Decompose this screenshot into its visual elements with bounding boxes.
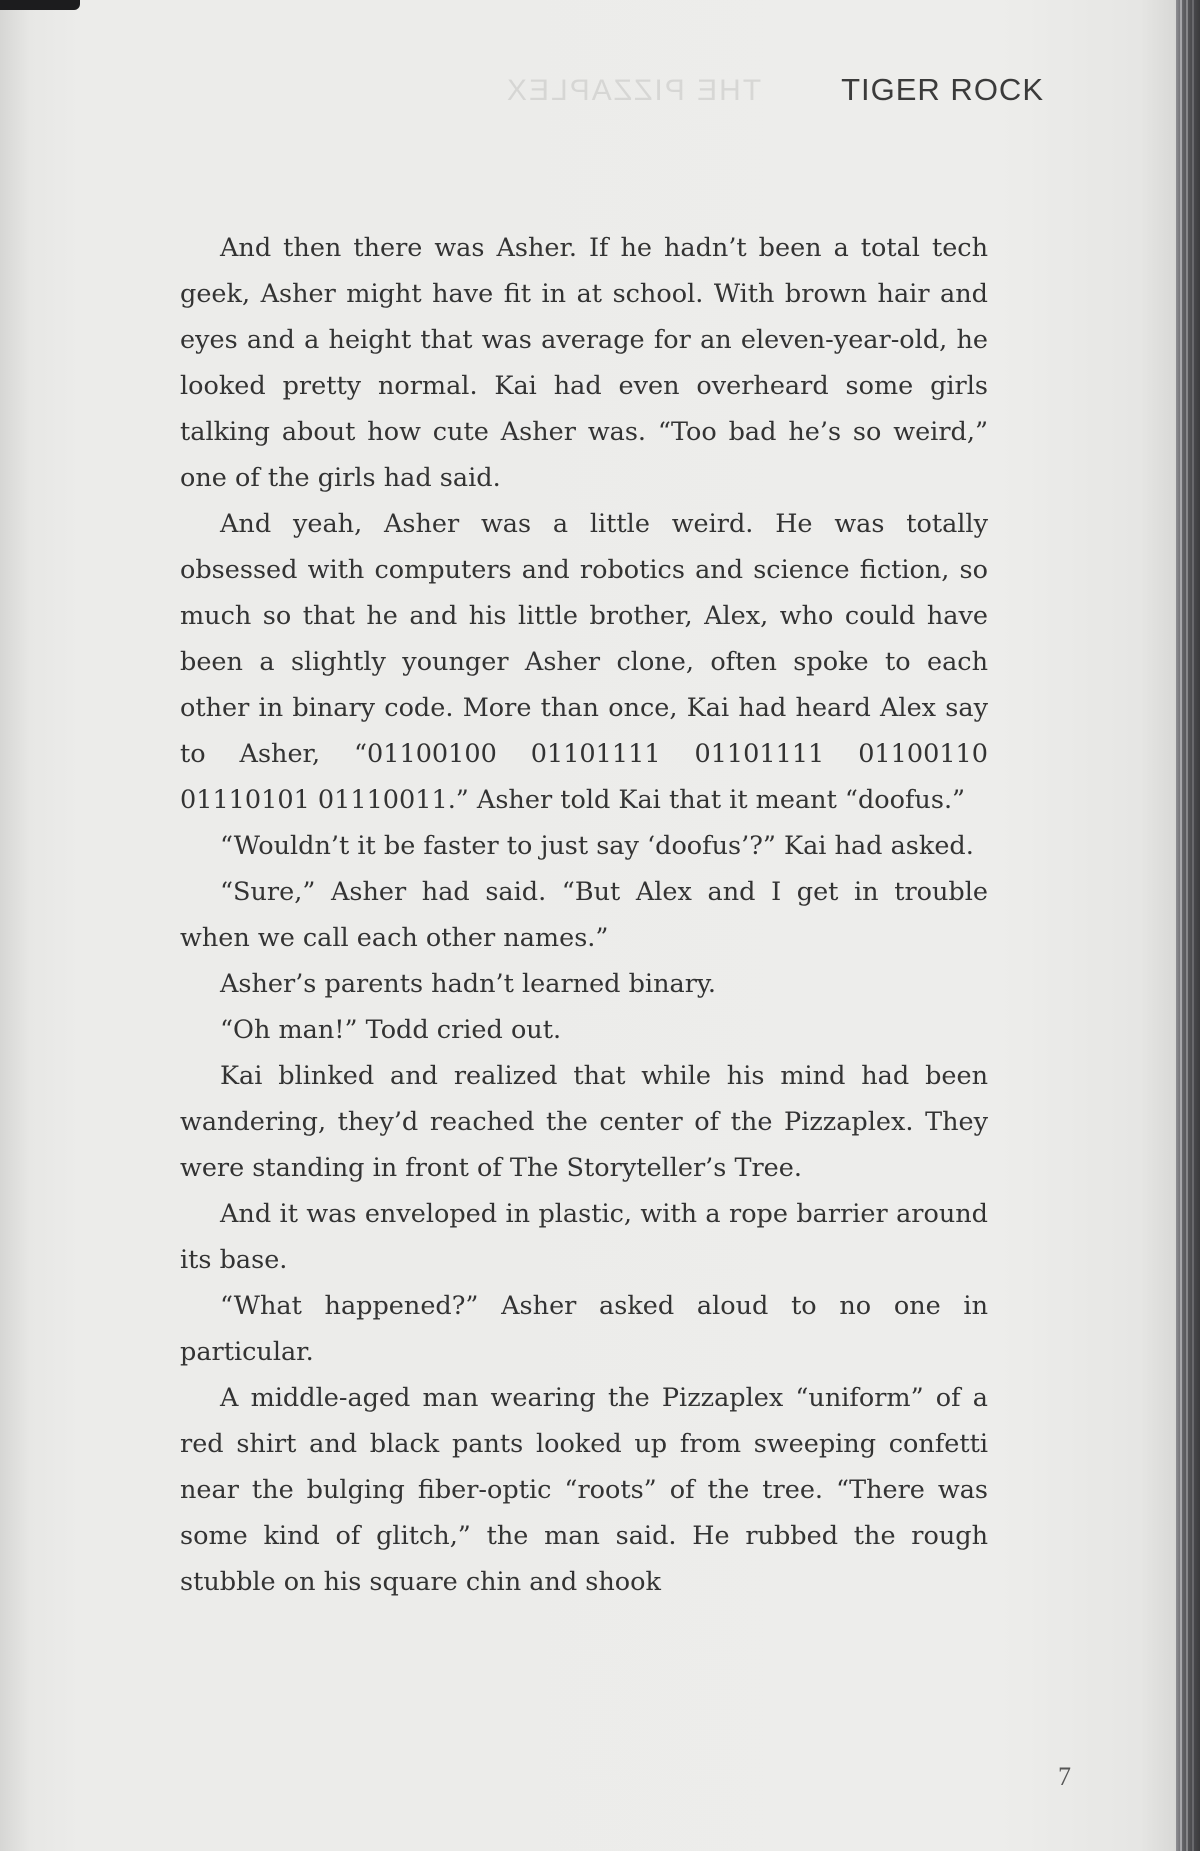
body-text bbox=[180, 225, 988, 1605]
page-number: 7 bbox=[1058, 1762, 1071, 1791]
paragraph: “Oh man!” Todd cried out. bbox=[220, 1015, 562, 1045]
paragraph: “Wouldn’t it be faster to just say ‘doofus’?” Kai had asked. bbox=[220, 831, 974, 861]
paragraph: Kai blinked and realized that while his mind had been wandering, they’d reached the center of the Pizzaplex. They were standing in front of The Storyteller’s Tree. bbox=[180, 1061, 988, 1183]
paragraph: And it was enveloped in plastic, with a rope barrier around its base. bbox=[180, 1199, 988, 1275]
page-edge-line bbox=[1180, 0, 1182, 1851]
running-head: TIGER ROCK bbox=[841, 72, 1044, 107]
paragraph: A middle-aged man wearing the Pizzaplex “uniform” of a red shirt and black pants looked up from sweeping confetti near the bulging fiber-optic “roots” of the tree. “There was some kind of glitch,” the man said. He rubbed the rough stubble on his square chin and shook bbox=[180, 1383, 988, 1597]
paragraph: And then there was Asher. If he hadn’t been a total tech geek, Asher might have fit in at school. With brown hair and eyes and a height that was average for an eleven-year-old, he looked pretty normal. Kai had even overheard some girls talking about how cute Asher was. “Too bad he’s so weird,” one of the girls had said. bbox=[180, 233, 988, 493]
paragraph: Asher’s parents hadn’t learned binary. bbox=[220, 969, 717, 999]
top-shadow bbox=[0, 0, 80, 10]
paragraph: “What happened?” Asher asked aloud to no one in particular. bbox=[180, 1291, 988, 1367]
page-edge bbox=[1176, 0, 1200, 1851]
paragraph: And yeah, Asher was a little weird. He was totally obsessed with computers and robotics and science fiction, so much so that he and his little brother, Alex, who could have been a slightly younger Asher clone, often spoke to each other in binary code. More than once, Kai had heard Alex say to Asher, “01100100 01101111 01101111 01100110 01110101 01110011.” Asher told Kai that it meant “doofus.” bbox=[180, 509, 988, 815]
paragraph: “Sure,” Asher had said. “But Alex and I get in trouble when we call each other names.” bbox=[180, 877, 988, 953]
page-edge-line bbox=[1192, 0, 1194, 1851]
page-edge-line bbox=[1186, 0, 1188, 1851]
bleed-through-text: THE PIZZAPLEX bbox=[505, 74, 762, 107]
